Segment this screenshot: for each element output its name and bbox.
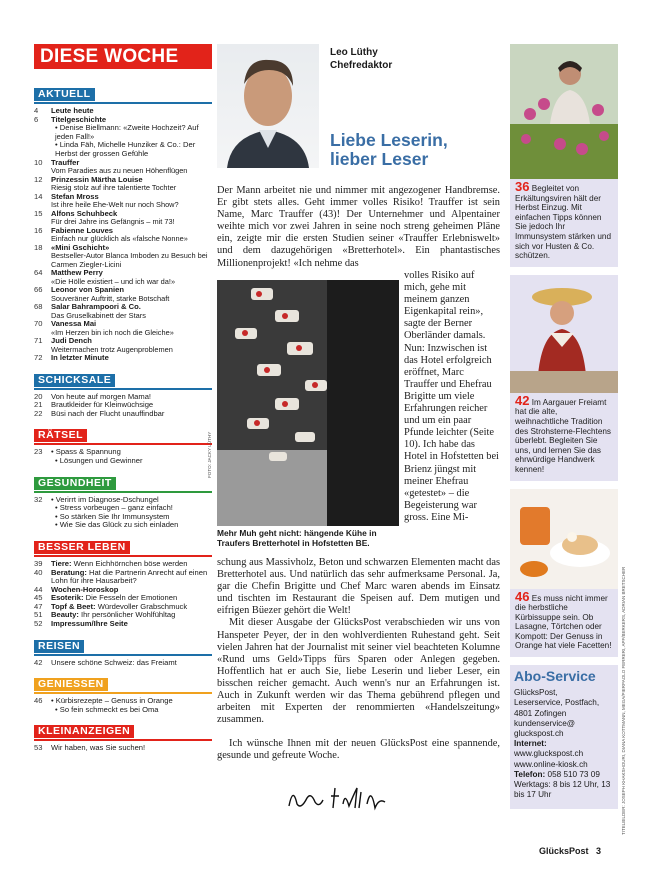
- teaser-body: Begleitet von Erkältungsviren hält der Herbst Einzug. Mit einfachen Tipps können Sie jedoch Ihr Immunsystem stärken und sich vor Husten & Co. schützen.: [515, 184, 612, 261]
- toc-entry-title: Unsere schöne Schweiz: das Freiamt: [51, 657, 177, 667]
- toc-page-number: 16: [34, 225, 43, 235]
- toc-entry-title: Topf & Beet:: [51, 601, 96, 611]
- phone-number: 058 510 73 09: [545, 769, 600, 779]
- abo-phone: [514, 770, 614, 780]
- toc-entry-rest: Hat die Partnerin Anrecht auf einen Lohn für ihre Hausarbeit?: [51, 567, 208, 586]
- toc-entry-text: [51, 569, 212, 586]
- toc-entry[interactable]: [34, 410, 212, 419]
- abo-hours: Werktags: 8 bis 12 Uhr, 13 bis 17 Uhr: [514, 780, 611, 800]
- toc-entry[interactable]: [34, 569, 212, 586]
- toc-entry-title: • Stress vorbeugen – ganz einfach!: [55, 503, 173, 513]
- teaser-text: [510, 589, 618, 658]
- paragraph-1: schung aus Massivholz, Beton und schwarzen Elementen macht das Bretterhotel aus. Und natürlich das sehr aufmerksame Personal. Ja, gar die Chefin Brigitte und Chef Marc waren abends im Einsatz und tischten im Restaurant die Speisen auf. Dem mutigen und eifrigen Büezer gehört die Welt!: [217, 557, 500, 617]
- toc-entry-title: Prinzessin Märtha Louise: [51, 174, 143, 184]
- toc-entry[interactable]: [34, 706, 212, 715]
- photo-credit: FOTO: JACKY LÜTHY: [207, 431, 212, 478]
- toc-entry-subtitle: Vom Paradies aus zu neuen Höhenflügen: [51, 166, 188, 176]
- toc-sections: [34, 84, 212, 753]
- toc-entry-subtitle: Souveräner Auftritt, starke Botschaft: [51, 293, 170, 303]
- teaser-kuerbis[interactable]: [510, 489, 618, 658]
- teaser-image-pumpkin: [510, 489, 618, 589]
- teaser-image-flowers: [510, 44, 618, 179]
- toc-page-number: 23: [34, 447, 43, 457]
- toc-entry-subtitle: Ist ihre heile Ehe-Welt nur noch Show?: [51, 200, 179, 210]
- toc-entry-subtitle: «Im Herzen bin ich noch die Gleiche»: [51, 327, 174, 337]
- toc-entry-title: Salar Bahrampoori & Co.: [51, 301, 141, 311]
- toc-entry-title: «Mini Gschicht»: [51, 242, 110, 252]
- toc-entry-text: [51, 141, 212, 158]
- abo-website-2[interactable]: www.online-kiosk.ch: [514, 759, 588, 769]
- toc-entry-title: Fabienne Louves: [51, 225, 114, 235]
- table-of-contents: [34, 44, 212, 760]
- toc-page-number: 18: [34, 242, 43, 252]
- toc-page-number: 70: [34, 318, 43, 328]
- toc-entry-title: Judi Dench: [51, 335, 92, 345]
- teaser-text: [510, 393, 618, 481]
- paragraph-2: Mit dieser Ausgabe der GlücksPost verabschieden wir uns von Hanspeter Peyer, der in den wohlverdienten Ruhestand geht. Seit vielen Jahren hat der Journalist mit seiner viel beachteten Kolumne «Rund ums Geld»Tipps fürs Sparen oder Anlegen gegeben. Hoffentlich hat er auch Sie, liebe Leserin und lieber Leser, ein bisschen reicher gemacht. Auch wenn's nur an Erfahrungen ist. Auch in Zukunft werden wir das Thema gebührend pflegen und arbeiten mit Experten der renommierten «Handelszeitung» zusammen.: [217, 617, 500, 726]
- toc-page-number: 4: [34, 106, 39, 115]
- toc-page-number: 6: [34, 114, 39, 124]
- teaser-page: 46: [515, 588, 530, 604]
- toc-page-number: [34, 504, 51, 513]
- section-rule: [34, 555, 212, 557]
- section-rule: [34, 443, 212, 445]
- toc-entry-title: • Linda Fäh, Michelle Hunziker & Co.: Der Herbst der grossen Gefühle: [55, 140, 196, 158]
- toc-entry-text: [51, 410, 212, 419]
- section-header[interactable]: GENIESSEN: [34, 678, 108, 691]
- section-rule: [34, 692, 212, 694]
- toc-page-number: [34, 521, 51, 530]
- photo-caption: Mehr Muh geht nicht: hängende Kühe in Traufers Bretterhotel in Hofstetten BE.: [217, 528, 377, 548]
- toc-entry-title: Esoterik:: [51, 593, 84, 603]
- toc-section: [34, 674, 212, 714]
- headline-line-2: lieber Leser: [330, 149, 429, 169]
- author-name: Leo Lüthy: [330, 47, 378, 58]
- editorial-narrow-column: volles Risiko auf mich, gehe mit meinem ganzen Eigenkapital rein», sagte der Berner Oberländer damals. Nun: Inzwischen ist das Hotel erfolgreich eröffnet, Marc Trauffer und Ehefrau Brigitte um viele Erfahrungen reicher und um ein paar Pfunde leichter (Seite 10). Ich habe das Hotel in Hofstetten bei Brienz jüngst mit meiner Ehefrau «getestet» – die Begeisterung war gross. Eine Mi-: [404, 270, 499, 523]
- toc-entry-subtitle: Für drei Jahre ins Gefängnis – mit 73!: [51, 217, 175, 227]
- editorial-intro: Der Mann arbeitet nie und nimmer mit angezogener Handbremse. Er gibt stets alles. Geht immer volles Risiko! Trauffer ist sein Name, Marc Trauffer (43)! Der Unternehmer und Alpentainer weihte mich vor zwei Jahren in seine noch streng geheimen Pläne ein, zeigte mir die ersten Studien seiner «Trauffer Erlebniswelt» und dem dazugehörigen «Bretterhotel». Ein phantastisches Millionenprojekt! «Ich nehme das: [217, 185, 500, 269]
- abo-address-line: kundenservice@: [514, 718, 576, 728]
- page-footer: [539, 846, 601, 856]
- toc-entry-subtitle: Weitermachen trotz Augenproblemen: [51, 344, 173, 354]
- toc-entry-title: • Kürbisrezepte – Genuss in Orange: [51, 696, 173, 706]
- signature: [283, 778, 403, 824]
- toc-section: [34, 425, 212, 465]
- toc-section: [34, 473, 212, 530]
- author-role: Chefredaktor: [330, 60, 393, 71]
- editorial-rest: [217, 557, 500, 763]
- toc-entry-text: [51, 744, 212, 753]
- toc-page-number: 66: [34, 284, 43, 294]
- toc-page-number: 46: [34, 696, 43, 706]
- section-header[interactable]: REISEN: [34, 640, 84, 653]
- abo-address-line: gluckspost.ch: [514, 729, 564, 739]
- internet-label: Internet:: [514, 739, 547, 749]
- abo-address: [514, 688, 614, 739]
- toc-page-number: 68: [34, 301, 43, 311]
- toc-entry[interactable]: [34, 744, 212, 753]
- section-header[interactable]: GESUNDHEIT: [34, 477, 116, 490]
- toc-entry-title: In letzter Minute: [51, 352, 109, 362]
- toc-entry-title: Büsi nach der Flucht unauffindbar: [51, 408, 165, 418]
- toc-entry-text: [51, 457, 212, 466]
- hotel-photo: [217, 280, 399, 526]
- author-block: [330, 46, 392, 72]
- toc-entry-title: Brautkleider für Kleinwüchsige: [51, 400, 154, 410]
- toc-section: [34, 721, 212, 753]
- toc-entry-subtitle: Bestseller-Autor Blanca Imboden zu Besuch bei Carmen Ziegler-Licini: [51, 251, 208, 269]
- toc-entry-title: • So stärken Sie Ihr Immunsystem: [55, 511, 170, 521]
- toc-page-number: 42: [34, 657, 43, 667]
- toc-entry-title: Von heute auf morgen Mama!: [51, 391, 152, 401]
- toc-entry-text: [51, 659, 212, 668]
- toc-entry[interactable]: [34, 141, 212, 158]
- closing-paragraph: Ich wünsche Ihnen mit der neuen GlücksPost eine spannende, gesunde und gefreute Woche.: [217, 738, 500, 762]
- section-header[interactable]: KLEINANZEIGEN: [34, 725, 134, 738]
- teaser-body: Im Aargauer Freiamt hat die alte, weihnachtliche Tradition des Strohsterne-Flechtens überlebt. Begleiten Sie uns, und lernen Sie das ehrwürdige Handwerk kennen!: [515, 397, 612, 474]
- toc-entry-title: Stefan Mross: [51, 191, 99, 201]
- toc-page-number: [34, 457, 51, 466]
- toc-page-number: 21: [34, 400, 43, 410]
- toc-entry-title: Impressum/Ihre Seite: [51, 619, 128, 629]
- toc-entry-title: Leute heute: [51, 106, 94, 115]
- author-portrait: [217, 44, 319, 168]
- teaser-image-woman: [510, 275, 618, 393]
- teaser-immunsystem[interactable]: [510, 44, 618, 267]
- section-rule: [34, 491, 212, 493]
- toc-entry-title: • Spass & Spannung: [51, 447, 121, 457]
- toc-entry-subtitle: Einfach nur glücklich als «falsche Nonne»: [51, 234, 188, 244]
- section-header[interactable]: BESSER LEBEN: [34, 541, 130, 554]
- toc-entry-title: Leonor von Spanien: [51, 284, 124, 294]
- toc-entry-rest: Wenn Eichhörnchen böse werden: [71, 558, 188, 568]
- teaser-strohsterne[interactable]: [510, 275, 618, 481]
- toc-entry-title: Trauffer: [51, 157, 80, 167]
- toc-page-number: 47: [34, 601, 43, 611]
- teaser-page: 36: [515, 179, 530, 194]
- toc-entry[interactable]: [34, 354, 212, 363]
- toc-entry[interactable]: [34, 521, 212, 530]
- abo-internet: [514, 739, 614, 749]
- abo-address-line: Leserservice, Postfach,: [514, 698, 600, 708]
- handwritten-signature: [283, 778, 403, 818]
- teaser-page: 42: [515, 392, 530, 408]
- toc-entry-title: Wir haben, was Sie suchen!: [51, 743, 146, 753]
- toc-page-number: [34, 141, 51, 158]
- toc-entry-text: [51, 521, 212, 530]
- toc-title: DIESE WOCHE: [34, 44, 212, 69]
- abo-address-line: GlücksPost,: [514, 688, 558, 698]
- toc-entry-subtitle: «Die Hölle existiert – und ich war da!»: [51, 276, 176, 286]
- toc-page-number: 32: [34, 494, 43, 504]
- toc-entry-title: Tiere:: [51, 558, 72, 568]
- toc-page-number: 40: [34, 567, 43, 577]
- toc-entry[interactable]: [34, 124, 212, 141]
- teaser-text: [510, 179, 618, 267]
- abo-website-1[interactable]: www.gluckspost.ch: [514, 749, 584, 759]
- headline-line-1: Liebe Leserin,: [330, 130, 448, 150]
- toc-page-number: 12: [34, 174, 43, 184]
- toc-page-number: 51: [34, 610, 43, 620]
- toc-page-number: 39: [34, 558, 43, 568]
- toc-page-number: 22: [34, 408, 43, 418]
- toc-entry-title: • Denise Biellmann: «Zweite Hochzeit? Auf jeden Fall!»: [55, 123, 199, 141]
- page-number: 3: [596, 846, 602, 856]
- toc-entry-title: • Verirrt im Diagnose-Dschungel: [51, 494, 159, 504]
- toc-page-number: 64: [34, 267, 43, 277]
- toc-entry[interactable]: [34, 620, 212, 629]
- right-sidebar: [510, 44, 618, 809]
- toc-entry-title: • So fein schmeckt es bei Oma: [55, 704, 159, 714]
- toc-entry-title: Matthew Perry: [51, 267, 103, 277]
- abo-service-box: [510, 665, 618, 808]
- toc-page-number: 52: [34, 619, 43, 629]
- toc-entry-subtitle: Riesig stolz auf ihre talentierte Tochter: [51, 183, 177, 193]
- toc-entry-title: Alfons Schuhbeck: [51, 208, 118, 218]
- toc-section: [34, 636, 212, 668]
- abo-address-line: 4801 Zofingen: [514, 708, 567, 718]
- toc-page-number: [34, 513, 51, 522]
- section-header[interactable]: SCHICKSALE: [34, 374, 115, 387]
- toc-entry[interactable]: [34, 659, 212, 668]
- toc-entry-title: • Wie Sie das Glück zu sich einladen: [55, 520, 179, 530]
- toc-page-number: 72: [34, 352, 43, 362]
- toc-page-number: 71: [34, 335, 43, 345]
- toc-entry-subtitle: Das Gruselkabinett der Stars: [51, 310, 146, 320]
- phone-label: Telefon:: [514, 769, 546, 779]
- section-header[interactable]: AKTUELL: [34, 88, 95, 101]
- toc-entry-rest: Die Fesseln der Emotionen: [83, 593, 178, 603]
- toc-entry-text: [51, 620, 212, 629]
- toc-entry-rest: Ihr persönlicher Wohlfühltag: [78, 610, 176, 620]
- toc-entry-title: Titelgeschichte: [51, 114, 107, 124]
- cover-credit: TITELBILDER: JOSEPH KHAKSHOURI, DIANA KOTTMANN, MEGA/PIERPAOLO FERRERI, APF/BERKERS, ADRIAN BRETSCHER: [621, 566, 626, 835]
- footer-brand: GlücksPost: [539, 846, 589, 856]
- toc-entry-text: [51, 706, 212, 715]
- section-rule: [34, 654, 212, 656]
- toc-page-number: [34, 706, 51, 715]
- toc-entry-title: • Lösungen und Gewinner: [55, 455, 143, 465]
- toc-page-number: 20: [34, 391, 43, 401]
- toc-page-number: [34, 124, 51, 141]
- section-rule: [34, 388, 212, 390]
- toc-entry-title: Vanessa Mai: [51, 318, 97, 328]
- toc-page-number: 15: [34, 208, 43, 218]
- toc-entry-title: Beauty:: [51, 610, 79, 620]
- editorial-headline: [330, 131, 448, 169]
- toc-page-number: 44: [34, 584, 43, 594]
- toc-entry-text: [51, 354, 212, 363]
- teaser-body: Es muss nicht immer die herbstliche Kürbissuppe sein. Ob Lasagne, Törtchen oder Kompott: Der Genuss in Orange hat viele Facetten!: [515, 593, 612, 651]
- toc-entry-title: Beratung:: [51, 567, 87, 577]
- toc-section: [34, 370, 212, 419]
- toc-page-number: 14: [34, 191, 43, 201]
- toc-page-number: 53: [34, 743, 43, 753]
- abo-title: Abo-Service: [514, 668, 596, 685]
- section-header[interactable]: RÄTSEL: [34, 429, 87, 442]
- section-rule: [34, 739, 212, 741]
- toc-entry[interactable]: [34, 457, 212, 466]
- toc-page-number: 10: [34, 157, 43, 167]
- toc-section: [34, 537, 212, 629]
- toc-section: [34, 84, 212, 363]
- toc-entry-text: [51, 124, 212, 141]
- section-rule: [34, 102, 212, 104]
- toc-entry-title: Wochen-Horoskop: [51, 584, 119, 594]
- toc-entry-rest: Würdevoller Grabschmuck: [95, 601, 188, 611]
- toc-page-number: 45: [34, 593, 43, 603]
